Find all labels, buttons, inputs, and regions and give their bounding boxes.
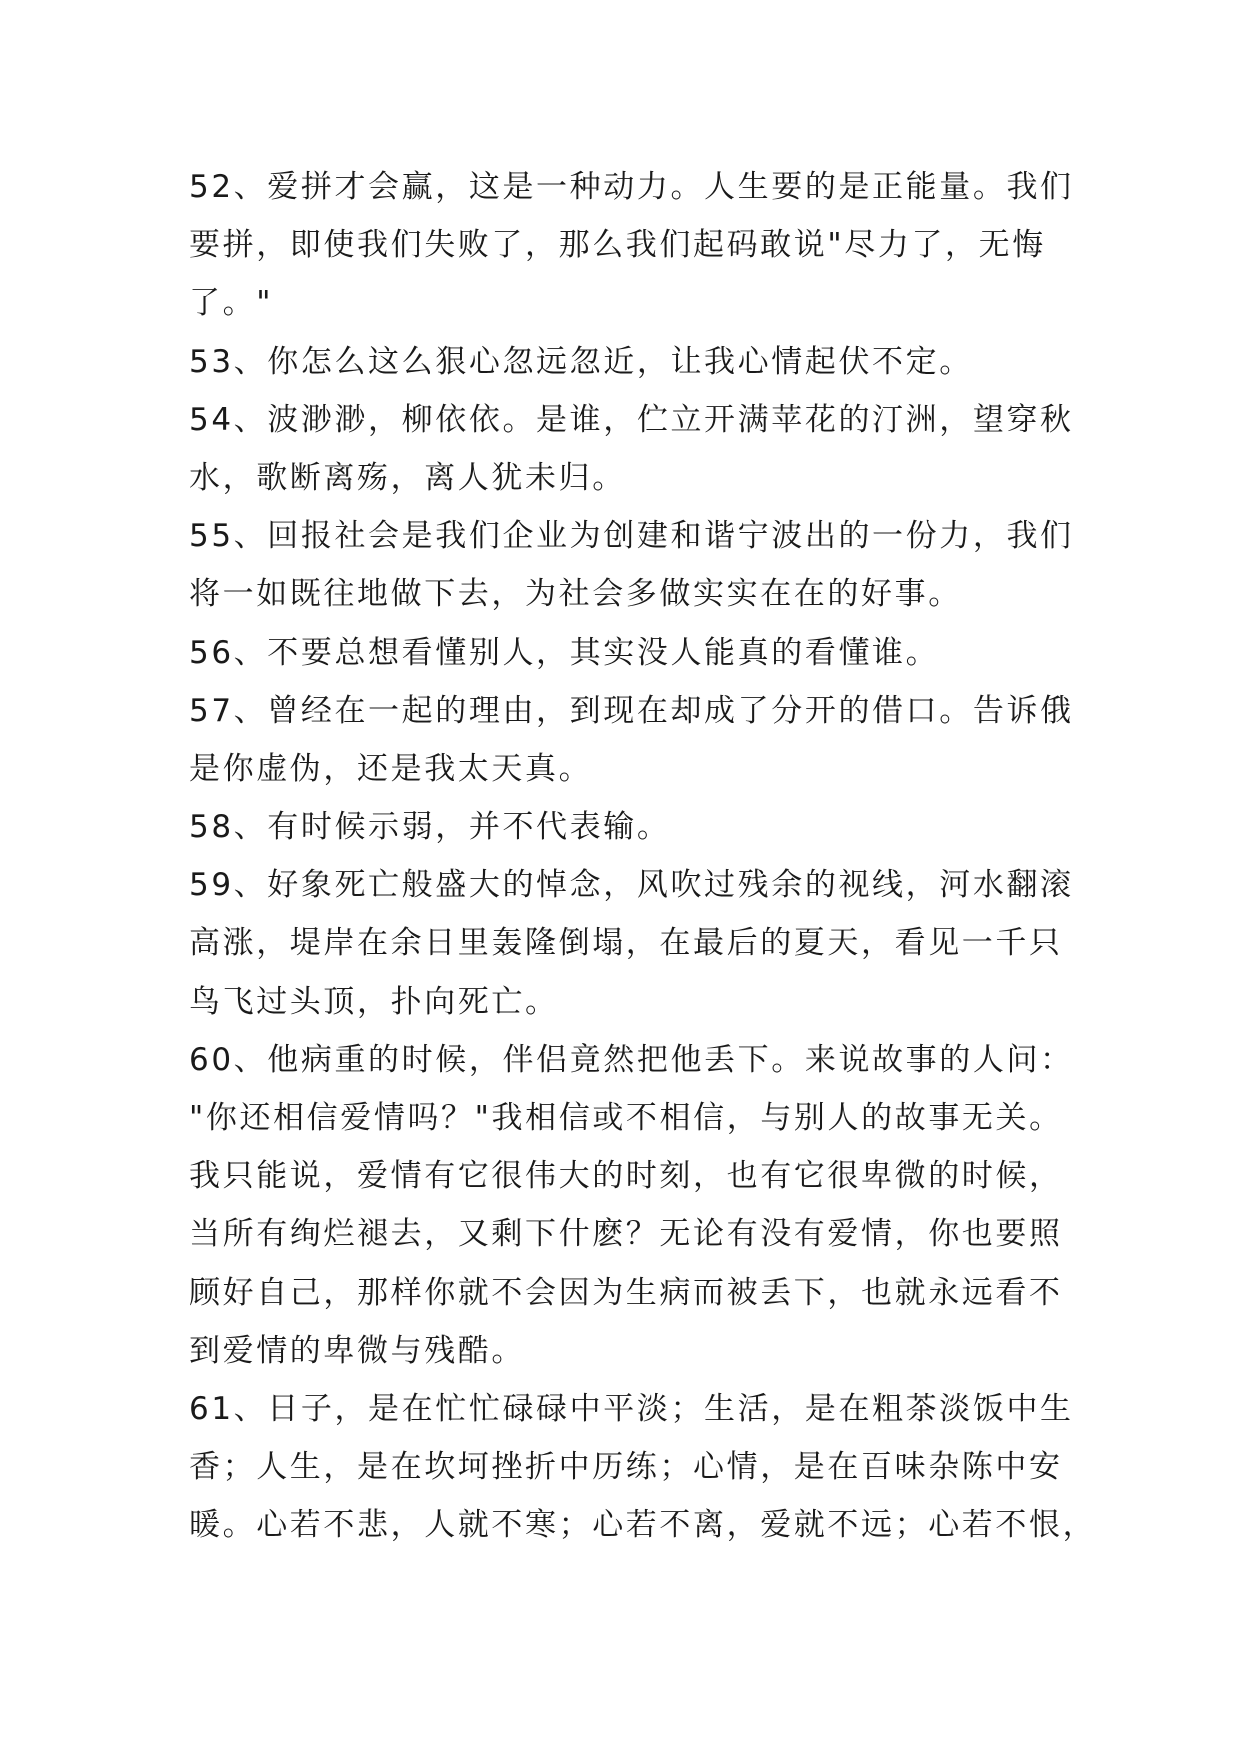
entry-57 xyxy=(189,682,1074,798)
entry-59 xyxy=(189,856,1074,1031)
entry-line: 顾好自己，那样你就不会因为生病而被丢下，也就永远看不 xyxy=(189,1274,1063,1311)
entry-line: 56、不要总想看懂别人，其实没人能真的看懂谁。 xyxy=(189,634,940,671)
entry-58 xyxy=(189,798,1069,856)
entry-line: 61、日子，是在忙忙碌碌中平淡；生活，是在粗茶淡饭中生 xyxy=(189,1390,1074,1427)
entry-line: 了。" xyxy=(189,285,274,322)
entry-line: 59、好象死亡般盛大的悼念，风吹过残余的视线，河水翻滚 xyxy=(189,867,1074,904)
entry-line: 57、曾经在一起的理由，到现在却成了分开的借口。告诉俄 xyxy=(189,692,1074,729)
entry-53 xyxy=(189,333,1069,391)
entry-line: 当所有绚烂褪去，又剩下什麽？无论有没有爱情，你也要照 xyxy=(189,1216,1063,1253)
entry-line: 52、爱拼才会赢，这是一种动力。人生要的是正能量。我们 xyxy=(189,169,1074,205)
entry-line: 我只能说，爱情有它很伟大的时刻，也有它很卑微的时候， xyxy=(189,1158,1063,1195)
entry-52 xyxy=(189,158,1074,333)
entry-line: 是你虚伪，还是我太天真。 xyxy=(189,750,593,787)
entry-line: 58、有时候示弱，并不代表输。 xyxy=(189,809,671,846)
entry-line: 高涨，堤岸在余日里轰隆倒塌，在最后的夏天，看见一千只 xyxy=(189,925,1063,962)
entry-line: 55、回报社会是我们企业为创建和谐宁波出的一份力，我们 xyxy=(189,518,1074,555)
entry-line: 香；人生，是在坎坷挫折中历练；心情，是在百味杂陈中安 xyxy=(189,1449,1063,1486)
entry-line: 60、他病重的时候，伴侣竟然把他丢下。来说故事的人问： xyxy=(189,1041,1074,1078)
entry-55 xyxy=(189,507,1074,623)
entry-56 xyxy=(189,624,1069,682)
entry-line: 54、波渺渺，柳依依。是谁，伫立开满苹花的汀洲，望穿秋 xyxy=(189,401,1074,438)
entry-line: 到爱情的卑微与残酷。 xyxy=(189,1332,525,1369)
entry-line: "你还相信爱情吗？"我相信或不相信，与别人的故事无关。 xyxy=(189,1100,1063,1136)
entry-61 xyxy=(189,1380,1097,1555)
entry-line: 要拼，即使我们失败了，那么我们起码敢说"尽力了，无悔 xyxy=(189,227,1046,264)
entry-line: 水，歌断离殇，离人犹未归。 xyxy=(189,459,626,496)
entry-60 xyxy=(189,1031,1074,1380)
entry-line: 暖。心若不悲，人就不寒；心若不离，爱就不远；心若不恨， xyxy=(189,1507,1097,1544)
entry-line: 鸟飞过头顶，扑向死亡。 xyxy=(189,983,559,1020)
entry-line: 53、你怎么这么狠心忽远忽近，让我心情起伏不定。 xyxy=(189,343,973,380)
entry-54 xyxy=(189,391,1074,507)
document-page xyxy=(189,158,1097,1555)
entry-line: 将一如既往地做下去，为社会多做实实在在的好事。 xyxy=(189,576,962,613)
